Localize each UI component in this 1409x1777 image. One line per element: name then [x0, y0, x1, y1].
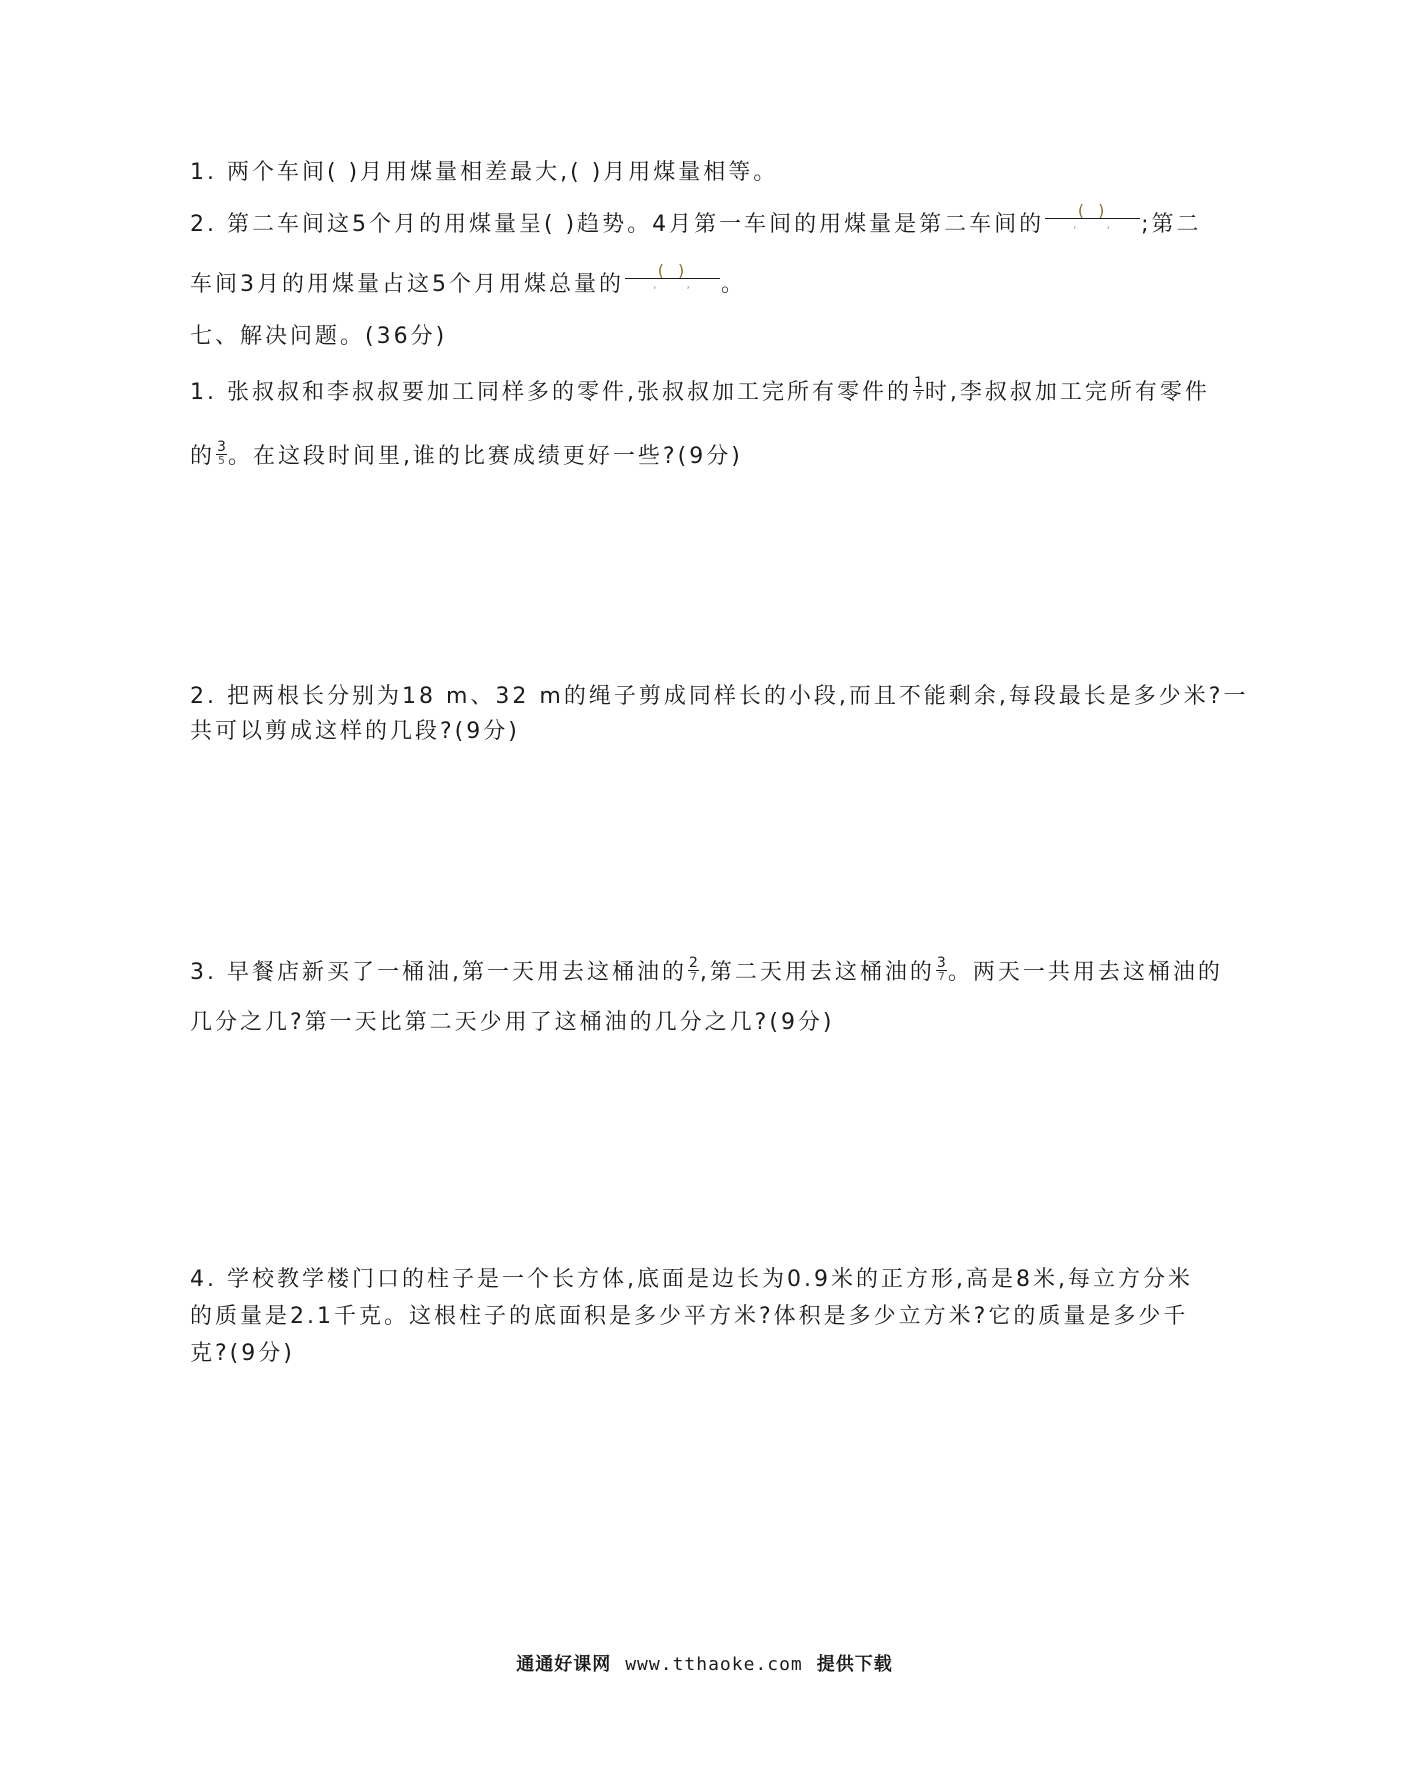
p2-text-line1: 2. 把两根长分别为18 m、32 m的绳子剪成同样长的小段,而且不能剩余,每段最长是多少米?一 — [190, 684, 1249, 709]
section6-q2-line2 — [190, 261, 747, 300]
p4-text-line3: 克?(9分) — [190, 1341, 295, 1366]
p1-text-c: 的 — [190, 444, 216, 469]
problem2-line2 — [190, 717, 520, 747]
blank-fraction-numerator: () — [657, 261, 699, 280]
p1-text-a: 1. 张叔叔和李叔叔要加工同样多的零件,张叔叔加工完所有零件的 — [190, 380, 912, 405]
p4-text-line1: 4. 学校教学楼门口的柱子是一个长方体,底面是边长为0.9米的正方形,高是8米,每立方分米 — [190, 1267, 1193, 1292]
fraction-numerator: 1 — [913, 375, 923, 391]
p3-text-b: ,第二天用去这桶油的 — [699, 960, 935, 985]
p2-text-line2: 共可以剪成这样的几段?(9分) — [190, 719, 520, 744]
fraction — [688, 956, 699, 982]
fraction-denominator: 7 — [689, 970, 697, 983]
blank-fraction[interactable] — [1045, 201, 1141, 231]
q2-text-c: 车间3月的用煤量占这5个月用煤总量的 — [190, 272, 624, 297]
problem4-line3 — [190, 1339, 295, 1369]
problem4-line1 — [190, 1265, 1193, 1295]
blank-fraction-numerator: () — [1077, 201, 1119, 220]
blank-fraction-denominator: ,, — [1073, 218, 1141, 231]
fraction-numerator: 2 — [688, 955, 698, 971]
footer-site-name: 通通好课网 — [516, 1654, 612, 1675]
page-footer — [0, 1650, 1409, 1676]
fraction — [913, 376, 924, 402]
q2-text-a: 2. 第二车间这5个月的用煤量呈( )趋势。4月第一车间的用煤量是第二车间的 — [190, 212, 1045, 237]
problem4-line2 — [190, 1302, 1188, 1332]
problem1-line1 — [190, 375, 1210, 408]
p3-text-c: 。两天一共用去这桶油的 — [947, 960, 1223, 985]
footer-url-link[interactable]: www.tthaoke.com — [625, 1654, 803, 1675]
p4-text-line2: 的质量是2.1千克。这根柱子的底面积是多少平方米?体积是多少立方米?它的质量是多少千 — [190, 1304, 1189, 1329]
fraction-numerator: 3 — [936, 955, 946, 971]
p1-text-d: 。在这段时间里,谁的比赛成绩更好一些?(9分) — [227, 444, 743, 469]
fraction-denominator: 7 — [937, 970, 945, 983]
problem2-line1 — [190, 682, 1249, 712]
p3-text-line2: 几分之几?第一天比第二天少用了这桶油的几分之几?(9分) — [190, 1010, 835, 1035]
footer-suffix: 提供下载 — [816, 1654, 893, 1675]
q1-text: 1. 两个车间( )月用煤量相差最大,( )月用煤量相等。 — [190, 160, 779, 185]
blank-fraction-denominator: ,, — [653, 278, 720, 291]
problem1-line2 — [190, 439, 743, 472]
fraction — [936, 956, 947, 982]
fraction — [216, 440, 227, 466]
q2-text-b: ;第二 — [1141, 212, 1202, 237]
fraction-numerator: 3 — [217, 439, 226, 455]
problem3-line2 — [190, 1008, 835, 1038]
blank-fraction[interactable] — [625, 261, 720, 291]
problem3-line1 — [190, 955, 1223, 988]
section7-heading — [190, 322, 447, 352]
section-heading-text: 七、解决问题。(36分) — [190, 324, 448, 349]
q2-text-d: 。 — [721, 272, 747, 297]
p1-text-b: 时,李叔叔加工完所有零件 — [924, 380, 1210, 405]
section6-q1 — [190, 158, 778, 188]
fraction-denominator: 7 — [914, 390, 922, 403]
fraction-denominator: 5 — [217, 454, 225, 467]
section6-q2-line1 — [190, 201, 1202, 240]
p3-text-a: 3. 早餐店新买了一桶油,第一天用去这桶油的 — [190, 960, 687, 985]
